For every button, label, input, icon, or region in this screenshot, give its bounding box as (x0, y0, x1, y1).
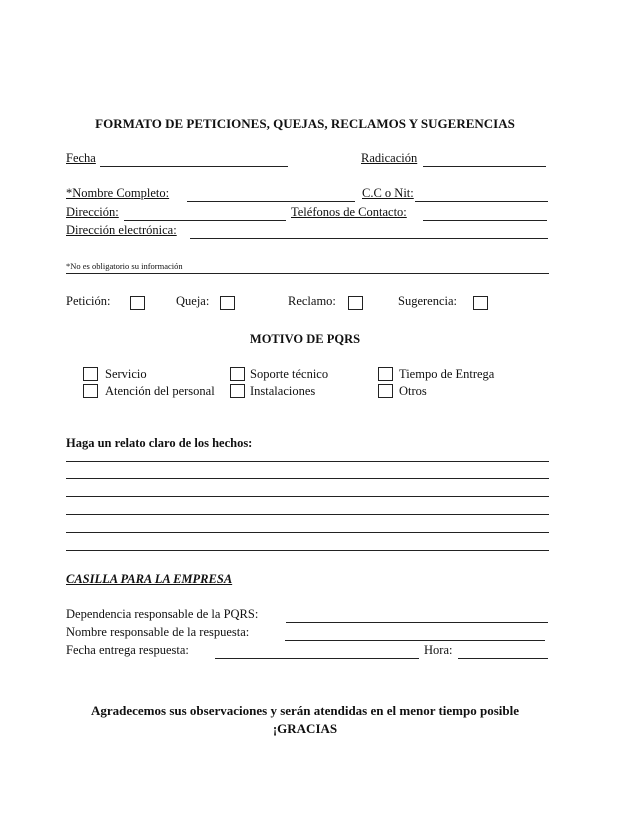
cc-input[interactable] (415, 201, 548, 202)
relato-label: Haga un relato claro de los hechos: (66, 436, 253, 450)
peticion-checkbox[interactable] (130, 296, 145, 310)
instalaciones-checkbox[interactable] (230, 384, 245, 398)
dependencia-label: Dependencia responsable de la PQRS: (66, 607, 259, 621)
sugerencia-label: Sugerencia: (398, 294, 458, 308)
form-title: FORMATO DE PETICIONES, QUEJAS, RECLAMOS Y SUGERENCIAS (95, 116, 515, 131)
nombre-input[interactable] (187, 201, 355, 202)
instalaciones-label: Instalaciones (250, 384, 316, 398)
nombre-resp-input[interactable] (285, 640, 545, 641)
relato-line-1[interactable] (66, 461, 549, 462)
note-underline (66, 273, 549, 274)
telefonos-input[interactable] (423, 220, 547, 221)
fecha-entrega-input[interactable] (215, 658, 419, 659)
relato-line-5[interactable] (66, 532, 549, 533)
sugerencia-checkbox[interactable] (473, 296, 488, 310)
dependencia-input[interactable] (286, 622, 548, 623)
empresa-title: CASILLA PARA LA EMPRESA (66, 572, 233, 586)
relato-line-6[interactable] (66, 550, 549, 551)
relato-line-4[interactable] (66, 514, 549, 515)
fecha-input[interactable] (100, 166, 288, 167)
nombre-label: *Nombre Completo: (66, 186, 170, 200)
otros-checkbox[interactable] (378, 384, 393, 398)
servicio-checkbox[interactable] (83, 367, 98, 381)
telefonos-label: Teléfonos de Contacto: (291, 205, 407, 219)
tiempo-label: Tiempo de Entrega (399, 367, 495, 381)
queja-checkbox[interactable] (220, 296, 235, 310)
fecha-label: Fecha (66, 151, 96, 165)
atencion-checkbox[interactable] (83, 384, 98, 398)
relato-line-3[interactable] (66, 496, 549, 497)
soporte-label: Soporte técnico (250, 367, 329, 381)
direccion-label: Dirección: (66, 205, 119, 219)
nombre-resp-label: Nombre responsable de la respuesta: (66, 625, 250, 639)
fecha-entrega-label: Fecha entrega respuesta: (66, 643, 189, 657)
direccion-input[interactable] (124, 220, 286, 221)
tiempo-checkbox[interactable] (378, 367, 393, 381)
email-label: Dirección electrónica: (66, 223, 177, 237)
relato-line-2[interactable] (66, 478, 549, 479)
radicacion-input[interactable] (423, 166, 546, 167)
servicio-label: Servicio (105, 367, 147, 381)
email-input[interactable] (190, 238, 548, 239)
motivo-title: MOTIVO DE PQRS (249, 332, 361, 346)
radicacion-label: Radicación (361, 151, 418, 165)
soporte-checkbox[interactable] (230, 367, 245, 381)
peticion-label: Petición: (66, 294, 111, 308)
cc-label: C.C o Nit: (362, 186, 414, 200)
atencion-label: Atención del personal (105, 384, 215, 398)
reclamo-checkbox[interactable] (348, 296, 363, 310)
optional-note: *No es obligatorio su información (66, 261, 183, 271)
footer-message: Agradecemos sus observaciones y serán atendidas en el menor tiempo posible ¡GRACIAS (90, 703, 520, 736)
hora-label: Hora: (424, 643, 453, 657)
otros-label: Otros (399, 384, 427, 398)
queja-label: Queja: (176, 294, 210, 308)
reclamo-label: Reclamo: (288, 294, 336, 308)
hora-input[interactable] (458, 658, 548, 659)
